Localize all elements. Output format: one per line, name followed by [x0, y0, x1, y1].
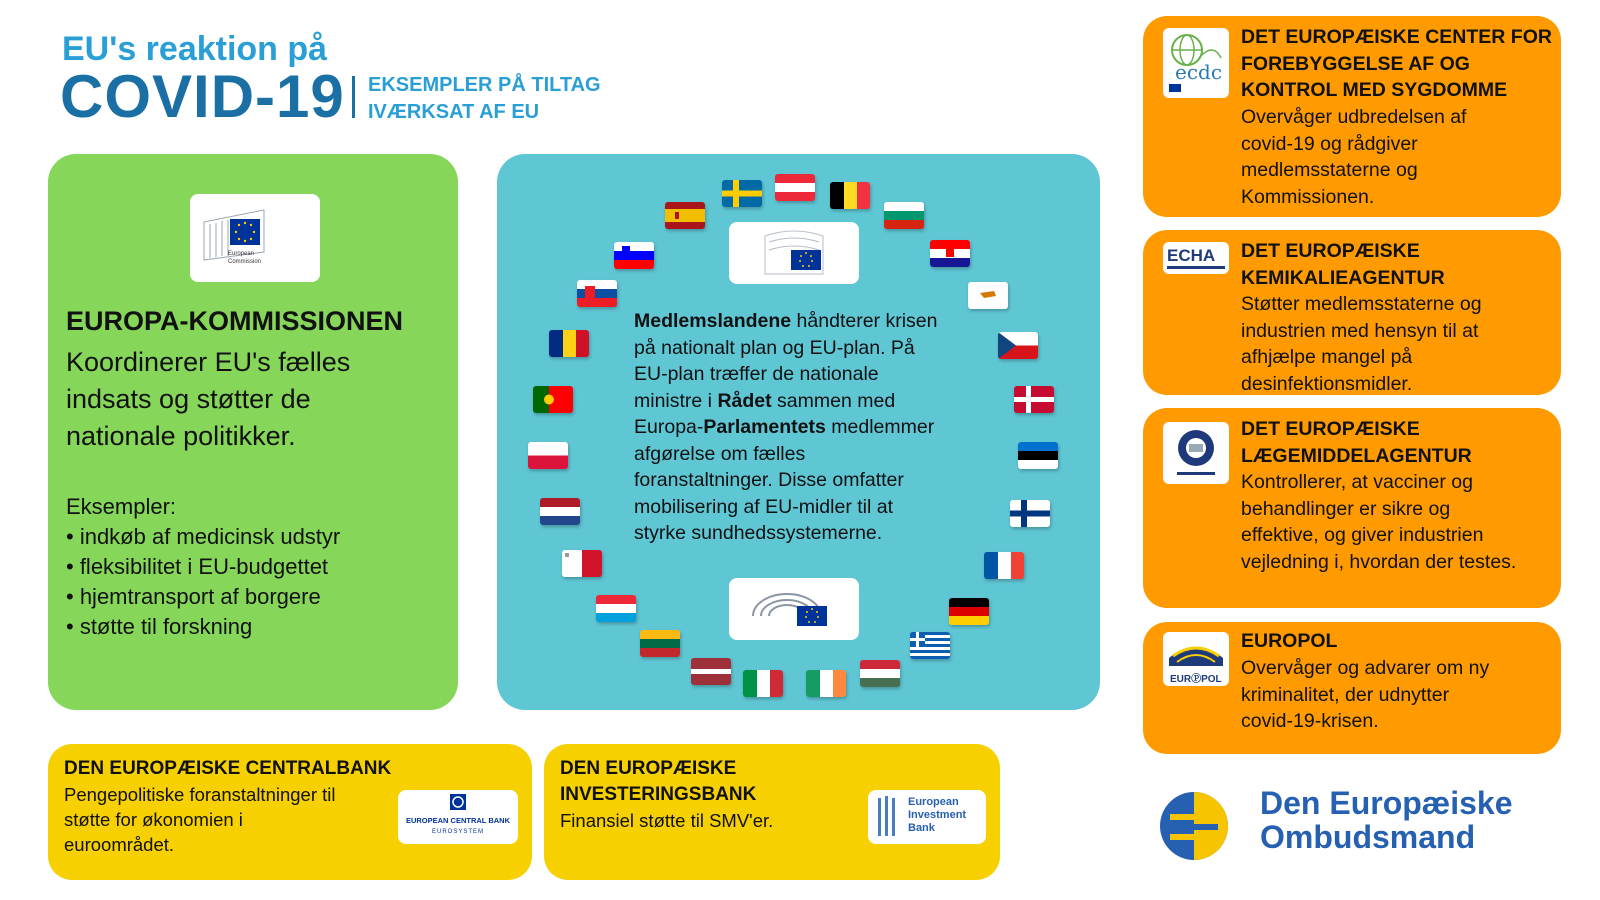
- flag-dk-icon: [1014, 386, 1054, 413]
- ema-logo: [1163, 422, 1229, 484]
- flag-bg-icon: [884, 202, 924, 229]
- title-small: EU's reaktion på: [62, 30, 328, 68]
- council-building-icon: [729, 222, 859, 284]
- flag-pt-icon: [533, 386, 573, 413]
- ema-description: Kontrollerer, at vacciner og behandlinger er sikre og effektive, og giver industrien vejledning i, hvordan der testes.: [1241, 471, 1517, 573]
- flag-lv-icon: [691, 658, 731, 685]
- flag-be-icon: [830, 182, 870, 209]
- flag-pl-icon: [528, 442, 568, 469]
- title-subtitle: [368, 72, 601, 126]
- europol-description: Overvåger og advarer om ny kriminalitet, der udnytter covid-19-krisen.: [1241, 657, 1490, 732]
- subtitle-line-2: IVÆRKSAT AF EU: [368, 101, 540, 123]
- echa-description: Støtter medlemsstaterne og industrien med hensyn til at afhjælpe mangel på desinfektionsmidler.: [1241, 293, 1482, 395]
- flag-sk-icon: [577, 280, 617, 307]
- ema-emblem-icon: [1163, 422, 1229, 484]
- commission-description: Koordinerer EU's fælles indsats og støtter de nationale politikker.: [66, 347, 351, 451]
- flag-mt-icon: [562, 550, 602, 577]
- examples-label: Eksempler:: [66, 494, 177, 519]
- commission-logo: [190, 194, 320, 282]
- commission-heading: EUROPA-KOMMISSIONEN: [66, 306, 404, 336]
- ecdc-description: Overvåger udbredelsen af covid-19 og rådgiver medlemsstaterne og Kommissionen.: [1241, 106, 1467, 208]
- echa-logo: ECHA: [1163, 242, 1229, 274]
- flag-si-icon: [614, 242, 654, 269]
- ema-heading: DET EUROPÆISKE LÆGEMIDDELAGENTUR: [1241, 418, 1472, 467]
- parliament-hemicycle-icon: [729, 578, 859, 640]
- flag-at-icon: [775, 174, 815, 201]
- title-big: COVID-19: [60, 63, 345, 130]
- commission-building-icon: [190, 194, 320, 282]
- member-states-text: Medlemslandene håndterer krisen på nationalt plan og EU-plan. På EU-plan træffer de nationale ministre i Rådet sammen med Europa-Parlamentets medlemmer afgørelse om fælles foranstaltninger. Disse omfatter mobilisering af EU-midler til at styrke sundhedssystemerne.: [634, 310, 938, 544]
- ecb-logo: EUROPEAN CENTRAL BANK EUROSYSTEM: [398, 790, 518, 844]
- flag-ie-icon: [806, 670, 846, 697]
- echa-heading: DET EUROPÆISKE KEMIKALIEAGENTUR: [1241, 240, 1445, 289]
- flag-ro-icon: [549, 330, 589, 357]
- ecdc-heading: DET EUROPÆISKE CENTER FOR FOREBYGGELSE AF OG KONTROL MED SYGDOMME: [1241, 26, 1552, 101]
- list-item: • hjemtransport af borgere: [66, 584, 321, 609]
- list-item: • støtte til forskning: [66, 614, 253, 639]
- ecdc-logo: ecdc: [1163, 28, 1229, 98]
- ombudsman-name: Den Europæiske Ombudsmand: [1260, 785, 1513, 855]
- list-item: • indkøb af medicinsk udstyr: [66, 524, 341, 549]
- eib-description: Finansiel støtte til SMV'er.: [560, 810, 774, 831]
- flag-cy-icon: [968, 282, 1008, 309]
- commission-examples: [66, 492, 340, 642]
- title-divider: [352, 76, 355, 118]
- flag-hu-icon: [860, 660, 900, 687]
- europol-heading: EUROPOL: [1241, 630, 1338, 652]
- commission-logo-text: European Commission: [228, 251, 262, 265]
- flag-hr-icon: [930, 240, 970, 267]
- flag-se-icon: [722, 180, 762, 207]
- flag-lt-icon: [640, 630, 680, 657]
- ecb-description: Pengepolitiske foranstaltninger til støtte for økonomien i euroområdet.: [64, 784, 336, 855]
- ecb-euro-icon: [448, 793, 468, 811]
- eib-logo: European Investment Bank: [868, 790, 986, 844]
- flag-fi-icon: [1010, 500, 1050, 527]
- list-item: • fleksibilitet i EU-budgettet: [66, 554, 329, 579]
- parliament-logo: [729, 578, 859, 640]
- ombudsman-logo-icon: [1158, 790, 1230, 862]
- flag-ee-icon: [1018, 442, 1058, 469]
- europol-logo: EURⓅPOL: [1163, 632, 1229, 686]
- eib-bars-icon: [874, 794, 904, 840]
- subtitle-line-1: EKSEMPLER PÅ TILTAG: [368, 74, 601, 96]
- ecb-heading: DEN EUROPÆISKE CENTRALBANK: [64, 758, 392, 779]
- council-logo: [729, 222, 859, 284]
- flag-es-icon: [665, 202, 705, 229]
- flag-nl-icon: [540, 498, 580, 525]
- flag-lu-icon: [596, 595, 636, 622]
- flag-it-icon: [743, 670, 783, 697]
- eib-heading: DEN EUROPÆISKE INVESTERINGSBANK: [560, 758, 757, 805]
- flag-cz-icon: [998, 332, 1038, 359]
- flag-gr-icon: [910, 632, 950, 659]
- flag-de-icon: [949, 598, 989, 625]
- flag-fr-icon: [984, 552, 1024, 579]
